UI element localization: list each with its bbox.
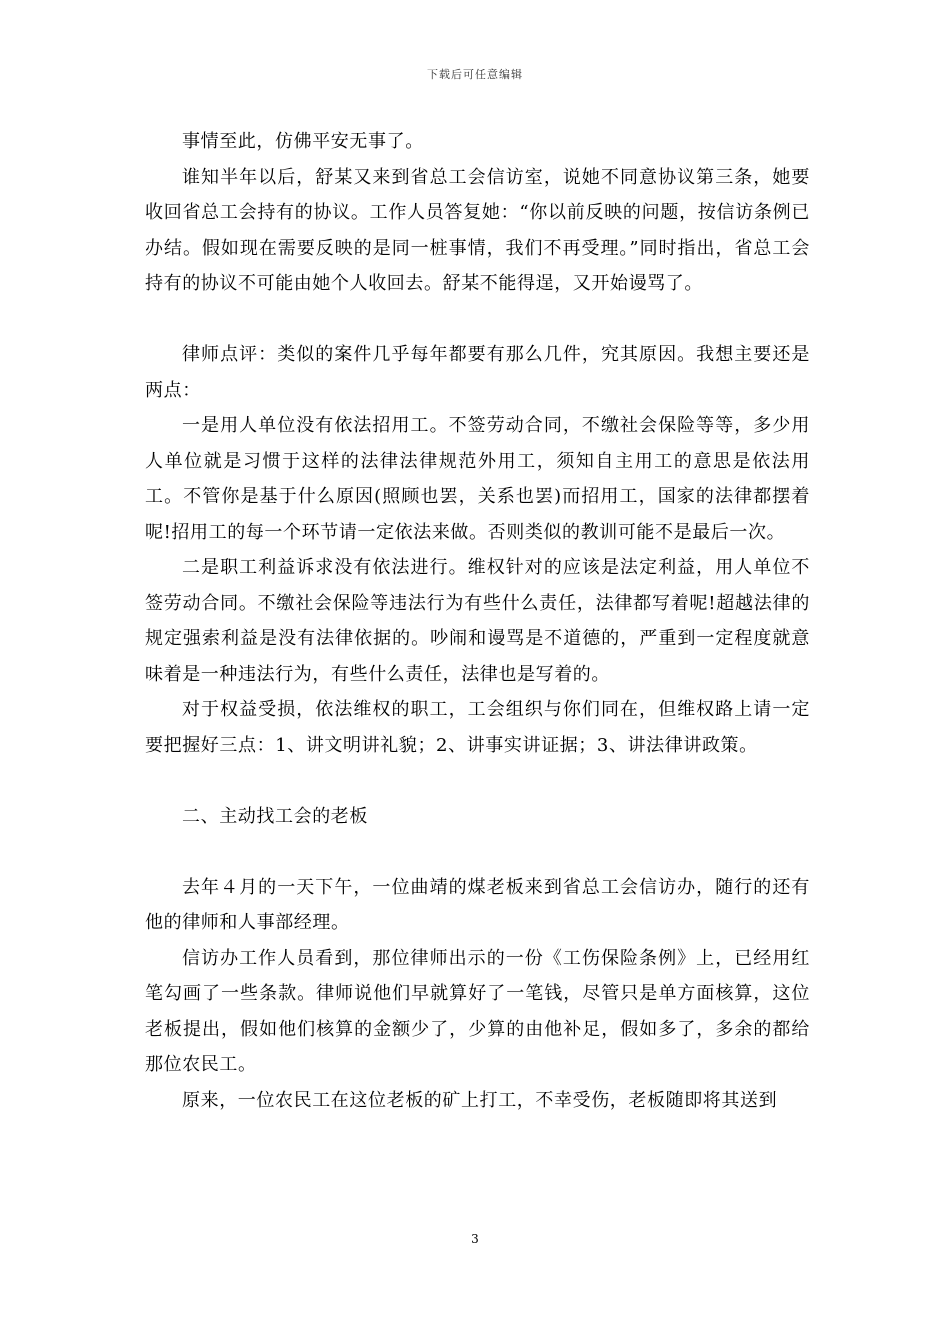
blank-line (145, 763, 810, 799)
page-header: 下载后可任意编辑 (427, 68, 523, 81)
document-body (145, 124, 810, 1118)
paragraph: 对于权益受损，依法维权的职工，工会组织与你们同在，但维权路上请一定要把握好三点：1、讲文明讲礼貌；2、讲事实讲证据；3、讲法律讲政策。 (145, 699, 810, 756)
blank-line (145, 834, 810, 870)
page-number: 3 (471, 1232, 479, 1246)
paragraph: 一是用人单位没有依法招用工。不签劳动合同，不缴社会保险等等，多少用人单位就是习惯于这样的法律法律规范外用工，须知自主用工的意思是依法用工。不管你是基于什么原因(照顾也罢，关系也罢)而招用工，国家的法律都摆着呢!招用工的每一个环节请一定依法来做。否则类似的教训可能不是最后一次。 (145, 415, 810, 543)
paragraph: 事情至此，仿佛平安无事了。 (182, 131, 424, 152)
paragraph: 二是职工利益诉求没有依法进行。维权针对的应该是法定利益，用人单位不签劳动合同。不缴社会保险等违法行为有些什么责任，法律都写着呢!超越法律的规定强索利益是没有法律依据的。吵闹和谩骂是不道德的，严重到一定程度就意味着是一种违法行为，有些什么责任，法律也是写着的。 (145, 557, 810, 685)
paragraph: 信访办工作人员看到，那位律师出示的一份《工伤保险条例》上，已经用红笔勾画了一些条款。律师说他们早就算好了一笔钱，尽管只是单方面核算，这位老板提出，假如他们核算的金额少了，少算的由他补足，假如多了，多余的都给那位农民工。 (145, 947, 810, 1075)
section-heading: 二、主动找工会的老板 (182, 805, 368, 827)
paragraph: 谁知半年以后，舒某又来到省总工会信访室，说她不同意协议第三条，她要收回省总工会持有的协议。工作人员答复她：“你以前反映的问题，按信访条例已办结。假如现在需要反映的是同一桩事情，我们不再受理。”同时指出，省总工会持有的协议不可能由她个人收回去。舒某不能得逞，又开始谩骂了。 (145, 166, 810, 294)
paragraph: 原来，一位农民工在这位老板的矿上打工，不幸受伤，老板随即将其送到 (182, 1089, 778, 1111)
blank-line (145, 302, 810, 338)
paragraph: 律师点评：类似的案件几乎每年都要有那么几件，究其原因。我想主要还是两点： (145, 344, 810, 401)
paragraph: 去年４月的一天下午，一位曲靖的煤老板来到省总工会信访办，随行的还有他的律师和人事部经理。 (145, 876, 810, 933)
